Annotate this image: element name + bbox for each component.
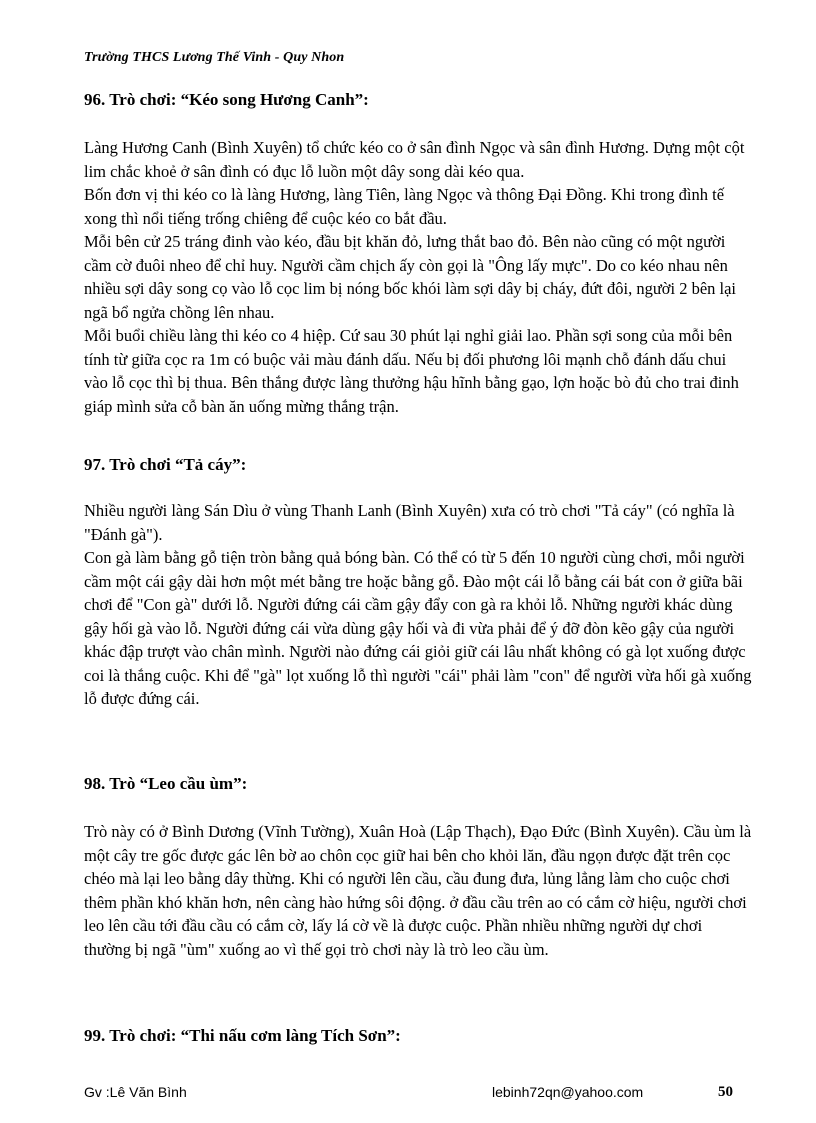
paragraph: Nhiều người làng Sán Dìu ở vùng Thanh Lanh (Bình Xuyên) xưa có trò chơi "Tả cáy" (có nghĩa là "Đánh gà").: [84, 501, 735, 544]
paragraph: Bốn đơn vị thi kéo co là làng Hương, làng Tiên, làng Ngọc và thông Đại Đồng. Khi trong đình tế xong thì nổi tiếng trống chiêng để cuộc kéo co bắt đầu.: [84, 185, 725, 228]
paragraph: Làng Hương Canh (Bình Xuyên) tổ chức kéo co ở sân đình Ngọc và sân đình Hương. Dựng một cột lim chắc khoẻ ở sân đình có đục lỗ luồn một dây song dài kéo qua.: [84, 138, 745, 181]
paragraph: Con gà làm bằng gỗ tiện tròn bằng quả bóng bàn. Có thể có từ 5 đến 10 người cùng chơi, mỗi người cầm một cái gậy dài hơn một mét bằng tre hoặc bằng gỗ. Đào một cái lỗ bằng cái bát con ở giữa bãi chơi để "Con gà" dưới lỗ. Người đứng cái cầm gậy đẩy con gà ra khỏi lỗ. Những người khác dùng gậy hối gà vào lỗ. Người đứng cái vừa dùng gậy hối và đi vừa phải để ý đỡ đòn kẽo gậy của người khác đập trượt vào chân mình. Người nào đứng cái giỏi giữ cái lâu nhất không có gà lọt xuống được coi là thắng cuộc. Khi để "gà" lọt xuống lỗ thì người "cái" phải làm "con" để người vừa hối gà xuống lỗ được đứng cái.: [84, 548, 752, 708]
paragraph: Mỗi bên cử 25 tráng đinh vào kéo, đầu bịt khăn đỏ, lưng thắt bao đỏ. Bên nào cũng có một người cầm cờ đuôi nheo để chỉ huy. Người cầm chịch ấy còn gọi là "Ông lấy mực". Do co kéo nhau nên nhiều sợi dây song cọ vào lỗ cọc lim bị nóng bốc khói làm sợi dây bị cháy, đứt đôi, người 2 bên lại ngã bổ ngửa chồng lên nhau.: [84, 232, 737, 322]
section-title-97: 97. Trò chơi “Tả cáy”:: [84, 455, 247, 474]
section-body-97: [84, 499, 752, 711]
section-body-96: [84, 136, 752, 418]
section-title-96: 96. Trò chơi: “Kéo song Hương Canh”:: [84, 90, 369, 109]
page-number: 50: [718, 1084, 733, 1100]
page-header: Trường THCS Lương Thế Vinh - Quy Nhon: [84, 50, 345, 65]
section-title-98: 98. Trò “Leo cầu ùm”:: [84, 774, 248, 793]
paragraph: Trò này có ở Bình Dương (Vĩnh Tường), Xuân Hoà (Lập Thạch), Đạo Đức (Bình Xuyên). Cầu ùm là một cây tre gốc được gác lên bờ ao chôn cọc giữ hai bên cho khỏi lăn, đầu ngọn được đặt trên cọc chéo mà lại leo bằng dây thừng. Khi có người lên cầu, cầu đung đưa, lủng lẳng làm cho cuộc chơi thêm phần khó khăn hơn, nên càng hào hứng sôi động. ở đầu cầu trên ao có cắm cờ hiệu, người chơi leo lên cầu tới đầu cầu có cắm cờ, lấy lá cờ về là được cuộc. Phần nhiều những người dự chơi thường bị ngã "ùm" xuống ao vì thế gọi trò chơi này là trò leo cầu ùm.: [84, 822, 752, 959]
footer-email: lebinh72qn@yahoo.com: [492, 1084, 644, 1100]
section-body-98: [84, 820, 752, 961]
paragraph: Mỗi buổi chiều làng thi kéo co 4 hiệp. Cứ sau 30 phút lại nghỉ giải lao. Phần sợi song của mỗi bên tính từ giữa cọc ra 1m có buộc vải màu đánh dấu. Nếu bị đối phương lôi mạnh chỗ đánh dấu chui vào lỗ cọc thì bị thua. Bên thắng được làng thưởng hậu hĩnh bằng gạo, lợn hoặc bò đủ cho trai đinh giáp mình sửa cỗ bàn ăn uống mừng thắng trận.: [84, 326, 739, 416]
section-title-99: 99. Trò chơi: “Thi nấu cơm làng Tích Sơn”:: [84, 1026, 401, 1045]
footer-author: Gv :Lê Văn Bình: [84, 1084, 187, 1100]
